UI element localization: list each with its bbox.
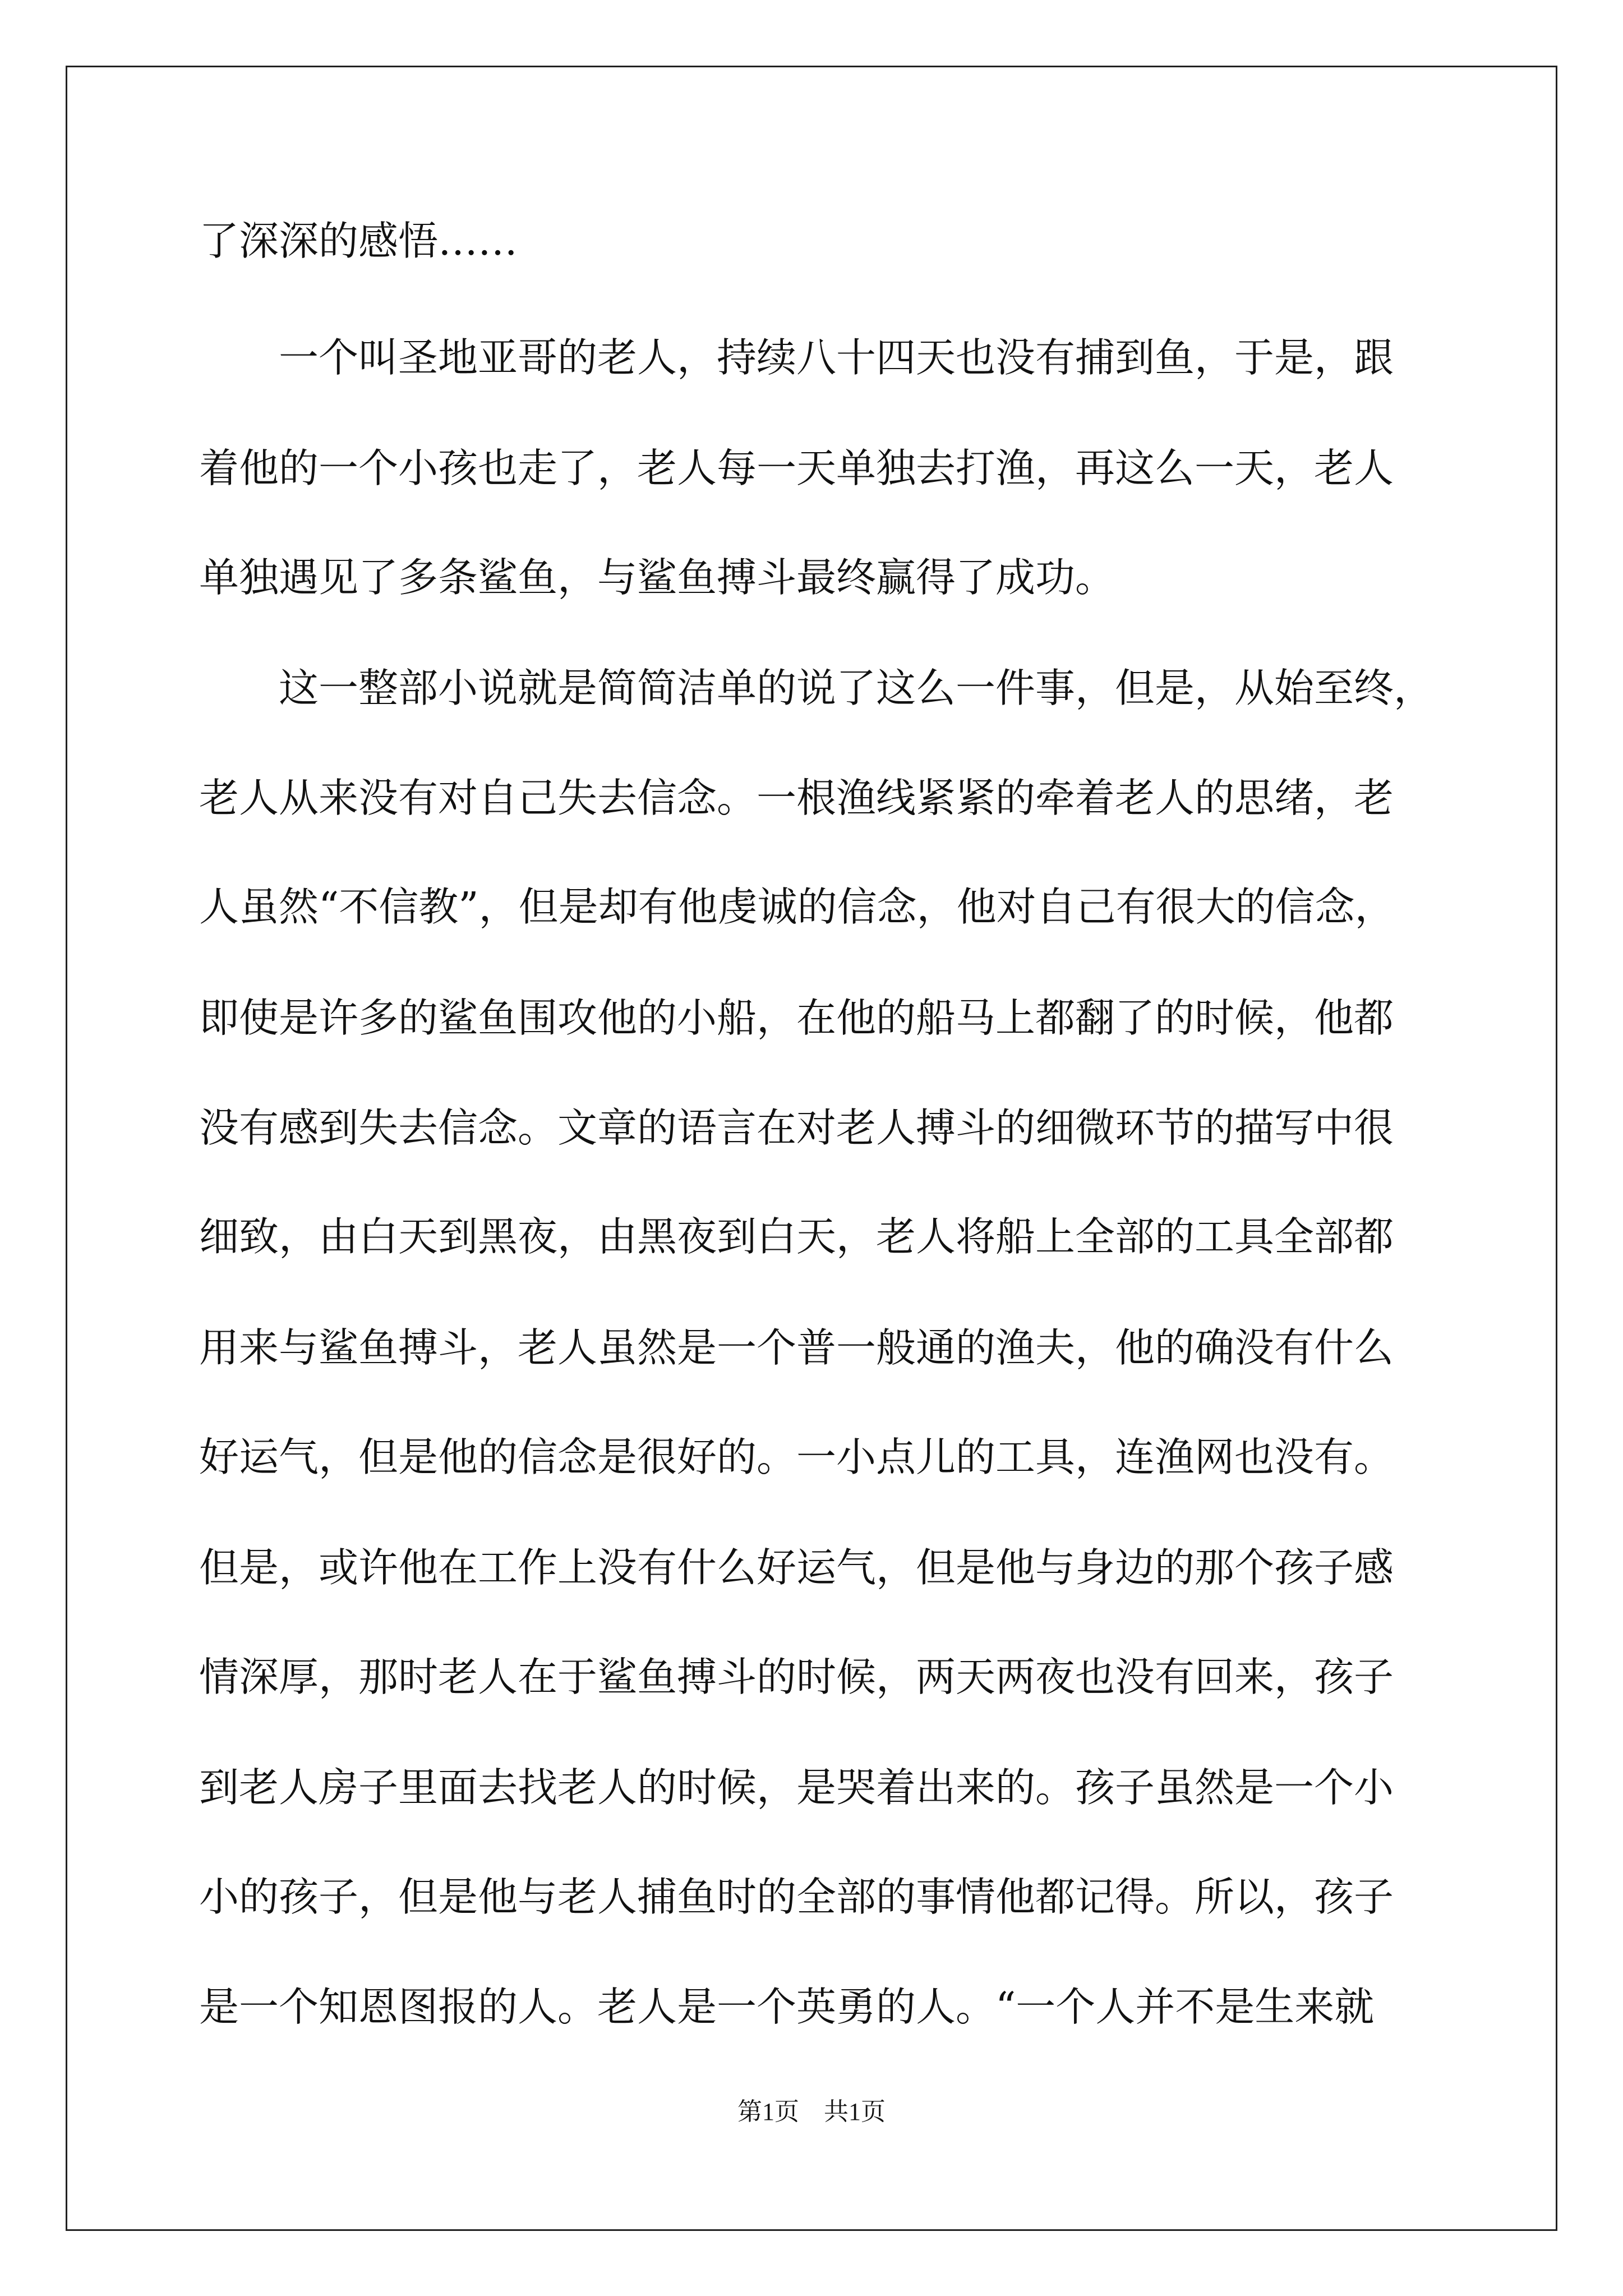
text-line: 人虽然“不信教”，但是却有他虔诚的信念，他对自己有很大的信念，	[199, 884, 1395, 930]
paragraph-first-line: 一个叫圣地亚哥的老人，持续八十四天也没有捕到鱼，于是，跟	[279, 334, 1394, 381]
text-line: 老人从来没有对自己失去信念。一根渔线紧紧的牵着老人的思绪，老	[199, 775, 1394, 821]
text-line: 单独遇见了多条鲨鱼，与鲨鱼搏斗最终赢得了成功。	[199, 554, 1115, 601]
text-line: 用来与鲨鱼搏斗，老人虽然是一个普一般通的渔夫，他的确没有什么	[199, 1324, 1394, 1371]
text-line: 着他的一个小孩也走了，老人每一天单独去打渔，再这么一天，老人	[199, 445, 1394, 491]
paragraph-first-line: 这一整部小说就是简简洁单的说了这么一件事，但是，从始至终，	[279, 665, 1434, 711]
text-line: 了深深的感悟……	[199, 218, 518, 264]
text-line: 是一个知恩图报的人。老人是一个英勇的人。“一个人并不是生来就	[199, 1984, 1375, 2030]
page-number-footer: 第1页 共1页	[737, 2098, 886, 2125]
text-line: 即使是许多的鲨鱼围攻他的小船，在他的船马上都翻了的时候，他都	[199, 995, 1394, 1041]
text-line: 到老人房子里面去找老人的时候，是哭着出来的。孩子虽然是一个小	[199, 1764, 1394, 1811]
text-line: 好运气，但是他的信念是很好的。一小点儿的工具，连渔网也没有。	[199, 1434, 1394, 1480]
text-line: 没有感到失去信念。文章的语言在对老人搏斗的细微环节的描写中很	[199, 1105, 1394, 1151]
text-line: 细致，由白天到黑夜，由黑夜到白天，老人将船上全部的工具全部都	[199, 1213, 1394, 1260]
text-line: 小的孩子，但是他与老人捕鱼时的全部的事情他都记得。所以，孩子	[199, 1874, 1394, 1920]
text-line: 但是，或许他在工作上没有什么好运气，但是他与身边的那个孩子感	[199, 1544, 1394, 1591]
text-line: 情深厚，那时老人在于鲨鱼搏斗的时候，两天两夜也没有回来，孩子	[199, 1654, 1394, 1700]
